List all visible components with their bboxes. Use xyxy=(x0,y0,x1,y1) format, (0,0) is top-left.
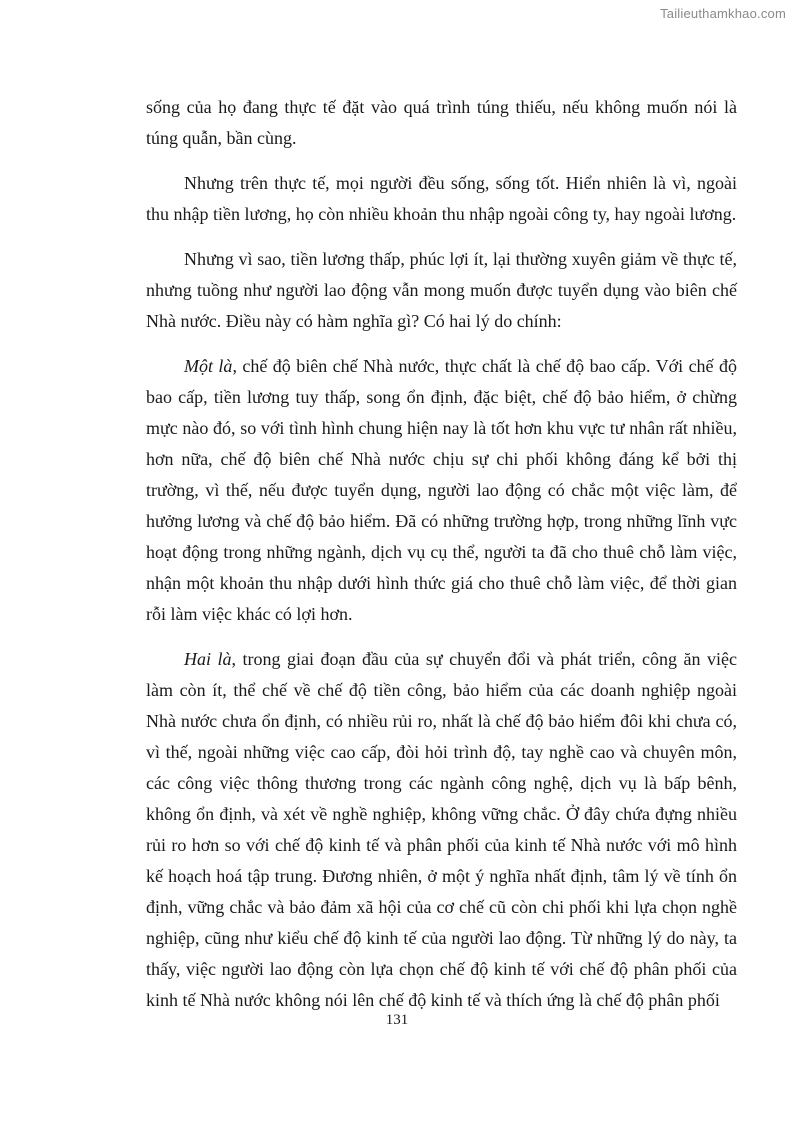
paragraph-1 xyxy=(146,92,737,154)
watermark: Tailieuthamkhao.com xyxy=(660,6,786,21)
paragraph-text: , trong giai đoạn đầu của sự chuyển đổi và phát triển, công ăn việc làm còn ít, thể chế về chế độ tiền công, bảo hiểm của các doanh nghiệp ngoài Nhà nước chưa ổn định, có nhiều rủi ro, nhất là chế độ bảo hiểm đôi khi chưa có, vì thế, ngoài những việc cao cấp, đòi hỏi trình độ, tay nghề cao và chuyên môn, các công việc thông thương trong các ngành công nghệ, dịch vụ là bấp bênh, không ổn định, và xét về nghề nghiệp, không vững chắc. Ở đây chứa đựng nhiều rủi ro hơn so với chế độ kinh tế và phân phối của kinh tế Nhà nước với mô hình kế hoạch hoá tập trung. Đương nhiên, ở một ý nghĩa nhất định, tâm lý về tính ổn định, vững chắc và bảo đảm xã hội của cơ chế cũ còn chi phối khi lựa chọn nghề nghiệp, cũng như kiểu chế độ kinh tế của người lao động. Từ những lý do này, ta thấy, việc người lao động còn lựa chọn chế độ kinh tế với chế độ phân phối của kinh tế Nhà nước không nói lên chế độ kinh tế và thích ứng là chế độ phân phối xyxy=(146,649,737,1010)
paragraph-text: sống của họ đang thực tế đặt vào quá trình túng thiếu, nếu không muốn nói là túng quẫn, bần cùng. xyxy=(146,97,737,148)
paragraph-2 xyxy=(146,168,737,230)
paragraph-4 xyxy=(146,351,737,630)
paragraph-lead-italic: Hai là xyxy=(184,649,232,669)
page-body xyxy=(146,92,737,1030)
paragraph-lead-italic: Một là xyxy=(184,356,233,376)
paragraph-3 xyxy=(146,244,737,337)
paragraph-text: , chế độ biên chế Nhà nước, thực chất là chế độ bao cấp. Với chế độ bao cấp, tiền lương tuy thấp, song ổn định, đặc biệt, chế độ bảo hiểm, ở chừng mực nào đó, so với tình hình chung hiện nay là tốt hơn khu vực tư nhân rất nhiều, hơn nữa, chế độ biên chế Nhà nước chịu sự chi phối không đáng kể bởi thị trường, vì thế, nếu được tuyển dụng, người lao động có chắc một việc làm, để hưởng lương và chế độ bảo hiểm. Đã có những trường hợp, trong những lĩnh vực hoạt động trong những ngành, dịch vụ cụ thể, người ta đã cho thuê chỗ làm việc, nhận một khoản thu nhập dưới hình thức giá cho thuê chỗ làm việc, để thời gian rỗi làm việc khác có lợi hơn. xyxy=(146,356,737,624)
page-number: 131 xyxy=(385,1012,409,1028)
paragraph-text: Nhưng vì sao, tiền lương thấp, phúc lợi ít, lại thường xuyên giảm về thực tế, nhưng tuồng như người lao động vẫn mong muốn được tuyển dụng vào biên chế Nhà nước. Điều này có hàm nghĩa gì? Có hai lý do chính: xyxy=(146,249,737,331)
paragraph-text: Nhưng trên thực tế, mọi người đều sống, sống tốt. Hiển nhiên là vì, ngoài thu nhập tiền lương, họ còn nhiều khoản thu nhập ngoài công ty, hay ngoài lương. xyxy=(146,173,737,224)
paragraph-5 xyxy=(146,644,737,1016)
